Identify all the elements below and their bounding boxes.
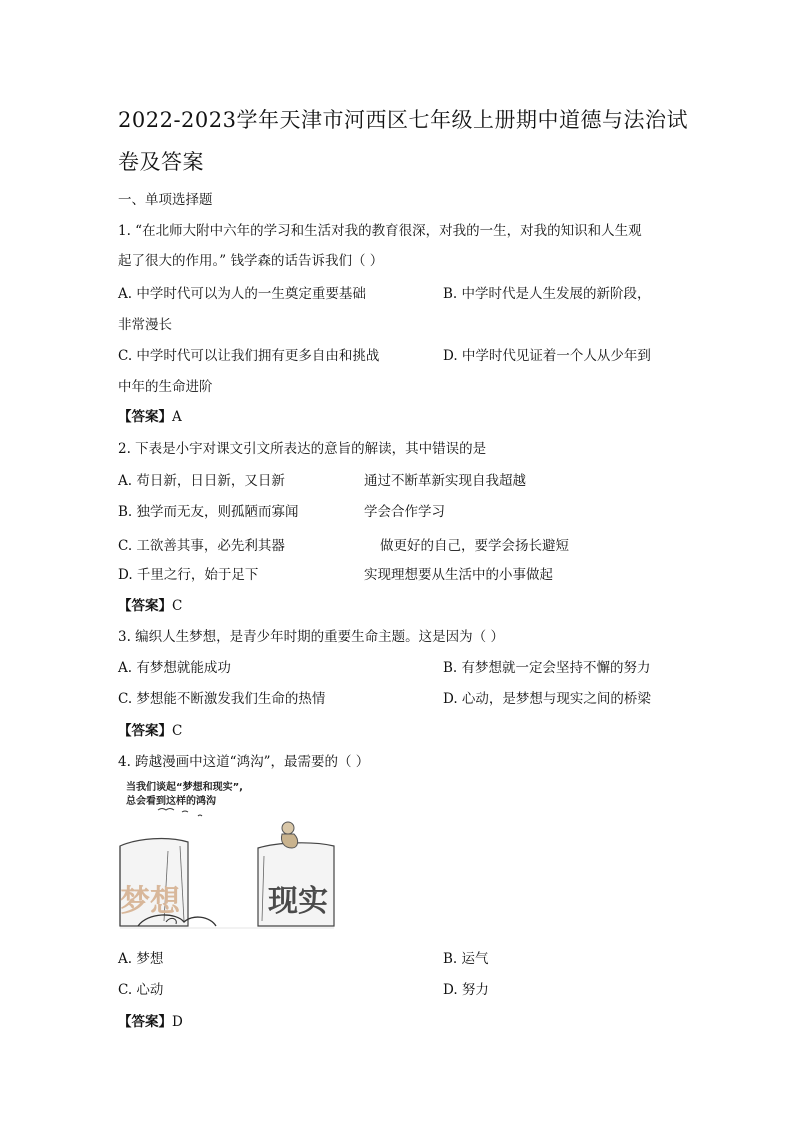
option-a: A. 梦想 [118, 951, 164, 967]
option-c: C. 心动 [118, 982, 164, 998]
comic-caption-line1: 当我们谈起“梦想和现实”, [126, 782, 243, 793]
option-b: B. 有梦想就一定会坚持不懈的努力 [443, 660, 651, 676]
answer-label: 【答案】 [118, 598, 172, 614]
option-d: D. 努力 [443, 982, 489, 998]
answer [118, 1010, 183, 1030]
option-d: D. 心动，是梦想与现实之间的桥梁 [443, 691, 651, 707]
comic-label-reality: 现实 [268, 884, 328, 919]
question-stem: 4. 跨越漫画中这道“鸿沟”，最需要的（ ） [118, 754, 370, 770]
answer-value: C [172, 598, 183, 614]
option-d: D. 中学时代见证着一个人从少年到 [443, 348, 651, 364]
table-row-d-left: D. 千里之行，始于足下 [118, 567, 259, 583]
table-row-b-left: B. 独学而无友，则孤陋而寡闻 [118, 504, 299, 520]
answer-label: 【答案】 [118, 723, 172, 739]
answer-value: A [172, 409, 182, 425]
answer-label: 【答案】 [118, 409, 172, 425]
question-stem: 2. 下表是小宇对课文引文所表达的意旨的解读，其中错误的是 [118, 441, 487, 457]
comic-caption-line2: 总会看到这样的鸿沟 [126, 796, 216, 807]
document-title-line1: 2022-2023学年天津市河西区七年级上册期中道德与法治试 [118, 108, 688, 132]
table-row-d-right: 实现理想要从生活中的小事做起 [364, 567, 553, 583]
option-a: A. 有梦想就能成功 [118, 660, 231, 676]
section-heading: 一、单项选择题 [118, 192, 213, 208]
option-d-continued: 中年的生命进阶 [118, 379, 213, 395]
table-row-c-right: 做更好的自己，要学会扬长避短 [380, 538, 569, 554]
answer [118, 405, 182, 425]
table-row-b-right: 学会合作学习 [364, 504, 445, 520]
option-a: A. 中学时代可以为人的一生奠定重要基础 [118, 286, 366, 302]
question-stem: 1. “在北师大附中六年的学习和生活对我的教育很深，对我的一生，对我的知识和人生观 [118, 223, 642, 239]
answer-value: D [172, 1014, 183, 1030]
comic-illustration [118, 776, 336, 936]
option-b: B. 运气 [443, 951, 489, 967]
option-c: C. 梦想能不断激发我们生命的热情 [118, 691, 326, 707]
answer [118, 594, 182, 614]
document-title-line2: 卷及答案 [118, 150, 204, 174]
comic-label-dream: 梦想 [120, 884, 180, 919]
option-b-continued: 非常漫长 [118, 317, 172, 333]
answer [118, 719, 182, 739]
answer-value: C [172, 723, 183, 739]
table-row-c-left: C. 工欲善其事，必先利其器 [118, 538, 285, 554]
option-b: B. 中学时代是人生发展的新阶段， [443, 286, 651, 302]
question-stem: 3. 编织人生梦想，是青少年时期的重要生命主题。这是因为（ ） [118, 629, 504, 645]
table-row-a-left: A. 苟日新，日日新，又日新 [118, 473, 285, 489]
option-c: C. 中学时代可以让我们拥有更多自由和挑战 [118, 348, 380, 364]
question-stem-continued: 起了很大的作用。” 钱学森的话告诉我们（ ） [118, 253, 384, 269]
table-row-a-right: 通过不断革新实现自我超越 [364, 473, 526, 489]
answer-label: 【答案】 [118, 1014, 172, 1030]
